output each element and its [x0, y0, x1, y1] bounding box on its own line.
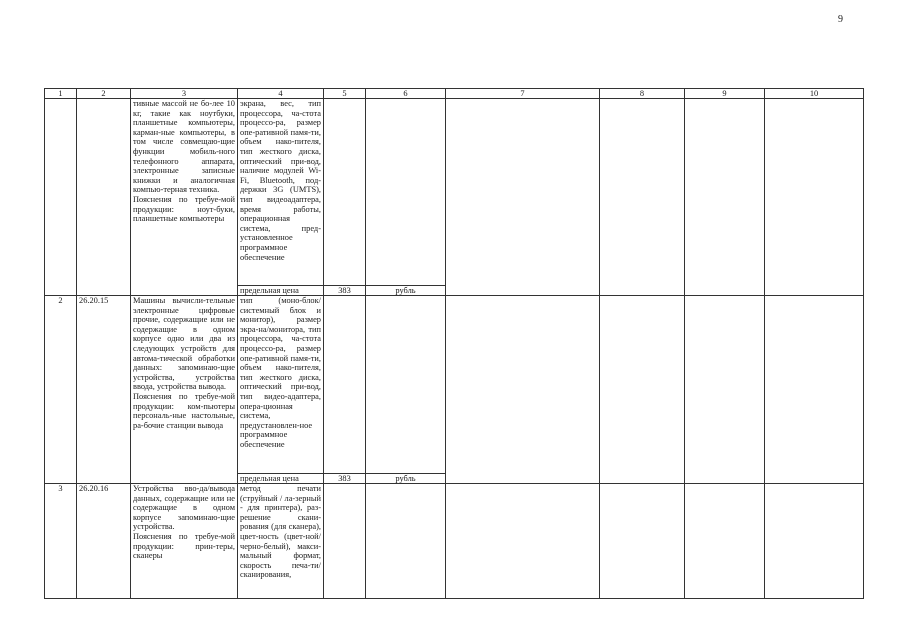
- product-description: [131, 99, 238, 296]
- cell: [600, 99, 685, 296]
- okei-code: 383: [324, 286, 366, 296]
- okpd-code: [77, 99, 131, 296]
- cell: [685, 296, 765, 484]
- header-row: [45, 89, 864, 99]
- table-row: [45, 99, 864, 286]
- cell: [685, 484, 765, 599]
- cell: [765, 484, 864, 599]
- characteristics: экрана, вес, тип процессора, ча-стота процессо-ра, размер опе-ративной памя-ти, объем нако-пителя, тип жесткого диска, оптический при-вод, наличие модулей Wi-Fi, Bluetooth, под-держки 3G (UMTS), тип видеоадаптера, время работы, операционная система, пред-установленное программное обеспечение: [238, 99, 324, 286]
- cell: [324, 296, 366, 474]
- table-row: [45, 296, 864, 474]
- okei-code: 383: [324, 474, 366, 484]
- header-cell: 6: [366, 89, 446, 99]
- header-cell: 8: [600, 89, 685, 99]
- header-cell: 1: [45, 89, 77, 99]
- header-cell: 4: [238, 89, 324, 99]
- page-number: 9: [838, 14, 843, 25]
- price-limit-label: предельная цена: [238, 286, 324, 296]
- catalog-table: [44, 88, 864, 599]
- characteristics: метод печати (струйный / ла-зерный - для принтера), раз-решение скани-рования (для сканера), цвет-ность (цвет-ной/черно-белый), макси-мальный формат, скорость печа-ти/сканирования,: [238, 484, 324, 599]
- header-cell: 3: [131, 89, 238, 99]
- cell: [765, 99, 864, 296]
- description-note: Пояснения по требуе-мой продукции: прин-теры, сканеры: [133, 531, 235, 561]
- cell: [765, 296, 864, 484]
- table-row: [45, 484, 864, 599]
- characteristics: тип (моно-блок/системный блок и монитор), размер экра-на/монитора, тип процессора, ча-стота процессо-ра, размер опе-ративной памя-ти, объем нако-пителя, тип жесткого диска, оптический при-вод, тип видео-адаптера, опера-ционная система, предустановлен-ное программное обеспечение: [238, 296, 324, 474]
- cell: [685, 99, 765, 296]
- price-limit-label: предельная цена: [238, 474, 324, 484]
- cell: [366, 99, 446, 286]
- header-cell: 2: [77, 89, 131, 99]
- cell: [446, 99, 600, 296]
- product-description: [131, 296, 238, 484]
- okpd-code: 26.20.16: [77, 484, 131, 599]
- unit-name: рубль: [366, 286, 446, 296]
- description-text: тивные массой не бо-лее 10 кг, такие как ноутбуки, планшетные компьютеры, карман-ные компьютеры, в том числе совмещаю-щие функции мобиль-ного телефонного аппарата, электронные записные книжки и аналогичная компью-терная техника.: [133, 99, 235, 195]
- description-text: Машины вычисли-тельные электронные цифровые прочие, содержащие или не содержащие в одном корпусе одно или два из следующих устройств для автома-тической обработки данных: запоминаю-щие устройства, устройства ввода, устройства вывода.: [133, 296, 235, 392]
- cell: [324, 99, 366, 286]
- description-note: Пояснения по требуе-мой продукции: ком-пьютеры персональ-ные настольные, ра-бочие станции вывода: [133, 391, 235, 430]
- row-number: 3: [45, 484, 77, 599]
- header-cell: 5: [324, 89, 366, 99]
- cell: [324, 484, 366, 599]
- header-cell: 7: [446, 89, 600, 99]
- header-cell: 10: [765, 89, 864, 99]
- description-text: Устройства вво-да/вывода данных, содержащие или не содержащие в одном корпусе запоминаю-щие устройства.: [133, 484, 235, 532]
- description-note: Пояснения по требуе-мой продукции: ноут-буки, планшетные компьютеры: [133, 194, 235, 224]
- header-cell: 9: [685, 89, 765, 99]
- cell: [366, 296, 446, 474]
- unit-name: рубль: [366, 474, 446, 484]
- okpd-code: 26.20.15: [77, 296, 131, 484]
- cell: [446, 296, 600, 484]
- cell: [366, 484, 446, 599]
- cell: [600, 296, 685, 484]
- cell: [600, 484, 685, 599]
- row-number: 2: [45, 296, 77, 484]
- product-description: [131, 484, 238, 599]
- row-number: [45, 99, 77, 296]
- cell: [446, 484, 600, 599]
